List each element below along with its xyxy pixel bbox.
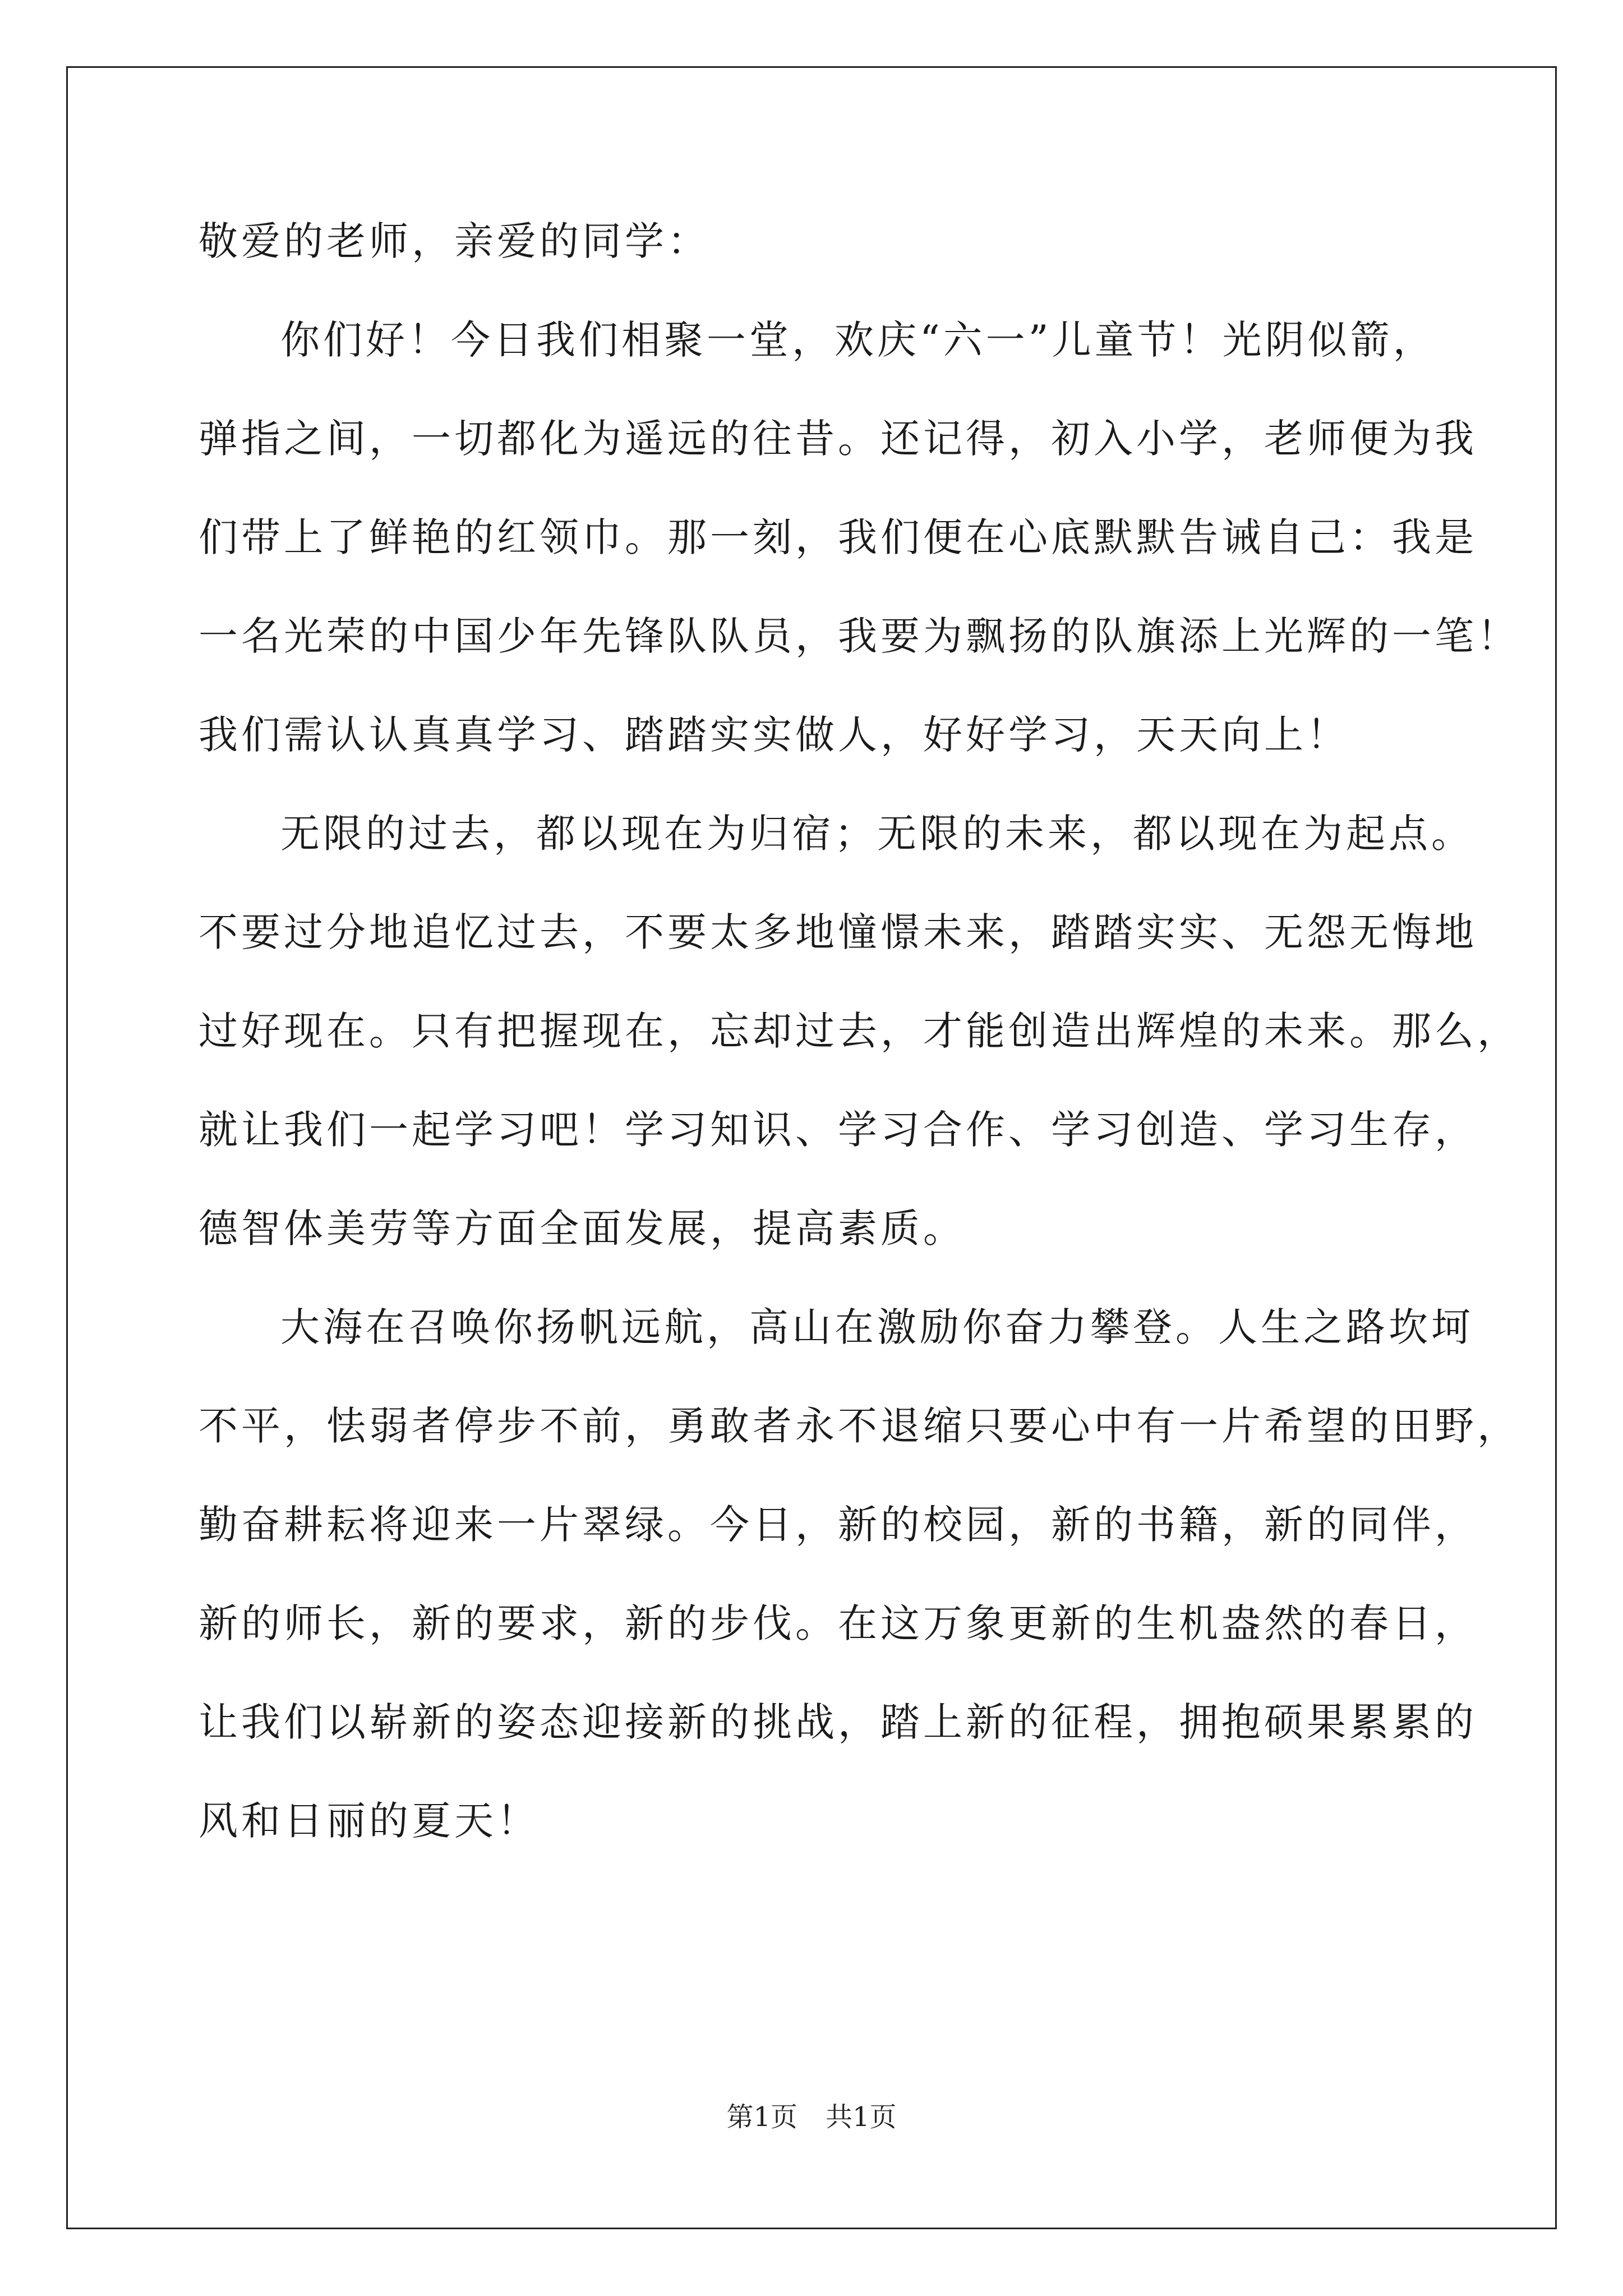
paragraph-1-line-1: 你们好！今日我们相聚一堂，欢庆“六一”儿童节！光阴似箭， [280, 317, 1436, 363]
page-number: 第1页 [726, 2101, 797, 2133]
page-footer [0, 2101, 1623, 2133]
page-total: 共1页 [826, 2101, 897, 2133]
paragraph-1-line-4: 一名光荣的中国少年先锋队队员，我要为飘扬的队旗添上光辉的一笔！ [199, 613, 1520, 659]
paragraph-3-line-1: 大海在召唤你扬帆远航，高山在激励你奋力攀登。人生之路坎坷 [280, 1304, 1474, 1350]
paragraph-2-line-4: 就让我们一起学习吧！学习知识、学习合作、学习创造、学习生存， [199, 1107, 1477, 1153]
paragraph-3-line-4: 新的师长，新的要求，新的步伐。在这万象更新的生机盎然的春日， [199, 1600, 1477, 1646]
paragraph-3-line-6: 风和日丽的夏天！ [199, 1798, 540, 1844]
paragraph-3-line-2: 不平，怯弱者停步不前，勇敢者永不退缩只要心中有一片希望的田野， [199, 1403, 1520, 1449]
paragraph-2-line-2: 不要过分地追忆过去，不要太多地憧憬未来，踏踏实实、无怨无悔地 [199, 909, 1477, 955]
paragraph-3-line-3: 勤奋耕耘将迎来一片翠绿。今日，新的校园，新的书籍，新的同伴， [199, 1502, 1477, 1548]
paragraph-1-line-5: 我们需认认真真学习、踏踏实实做人，好好学习，天天向上！ [199, 712, 1349, 758]
salutation-line: 敬爱的老师，亲爱的同学： [199, 218, 710, 264]
paragraph-2-line-5: 德智体美劳等方面全面发展，提高素质。 [199, 1205, 966, 1251]
paragraph-1-line-2: 弹指之间，一切都化为遥远的往昔。还记得，初入小学，老师便为我 [199, 416, 1477, 462]
paragraph-2-line-1: 无限的过去，都以现在为归宿；无限的未来，都以现在为起点。 [280, 811, 1474, 857]
paragraph-2-line-3: 过好现在。只有把握现在，忘却过去，才能创造出辉煌的未来。那么， [199, 1008, 1520, 1054]
document-body [199, 218, 1520, 1900]
paragraph-1-line-3: 们带上了鲜艳的红领巾。那一刻，我们便在心底默默告诫自己：我是 [199, 514, 1477, 560]
paragraph-3-line-5: 让我们以崭新的姿态迎接新的挑战，踏上新的征程，拥抱硕果累累的 [199, 1699, 1477, 1745]
